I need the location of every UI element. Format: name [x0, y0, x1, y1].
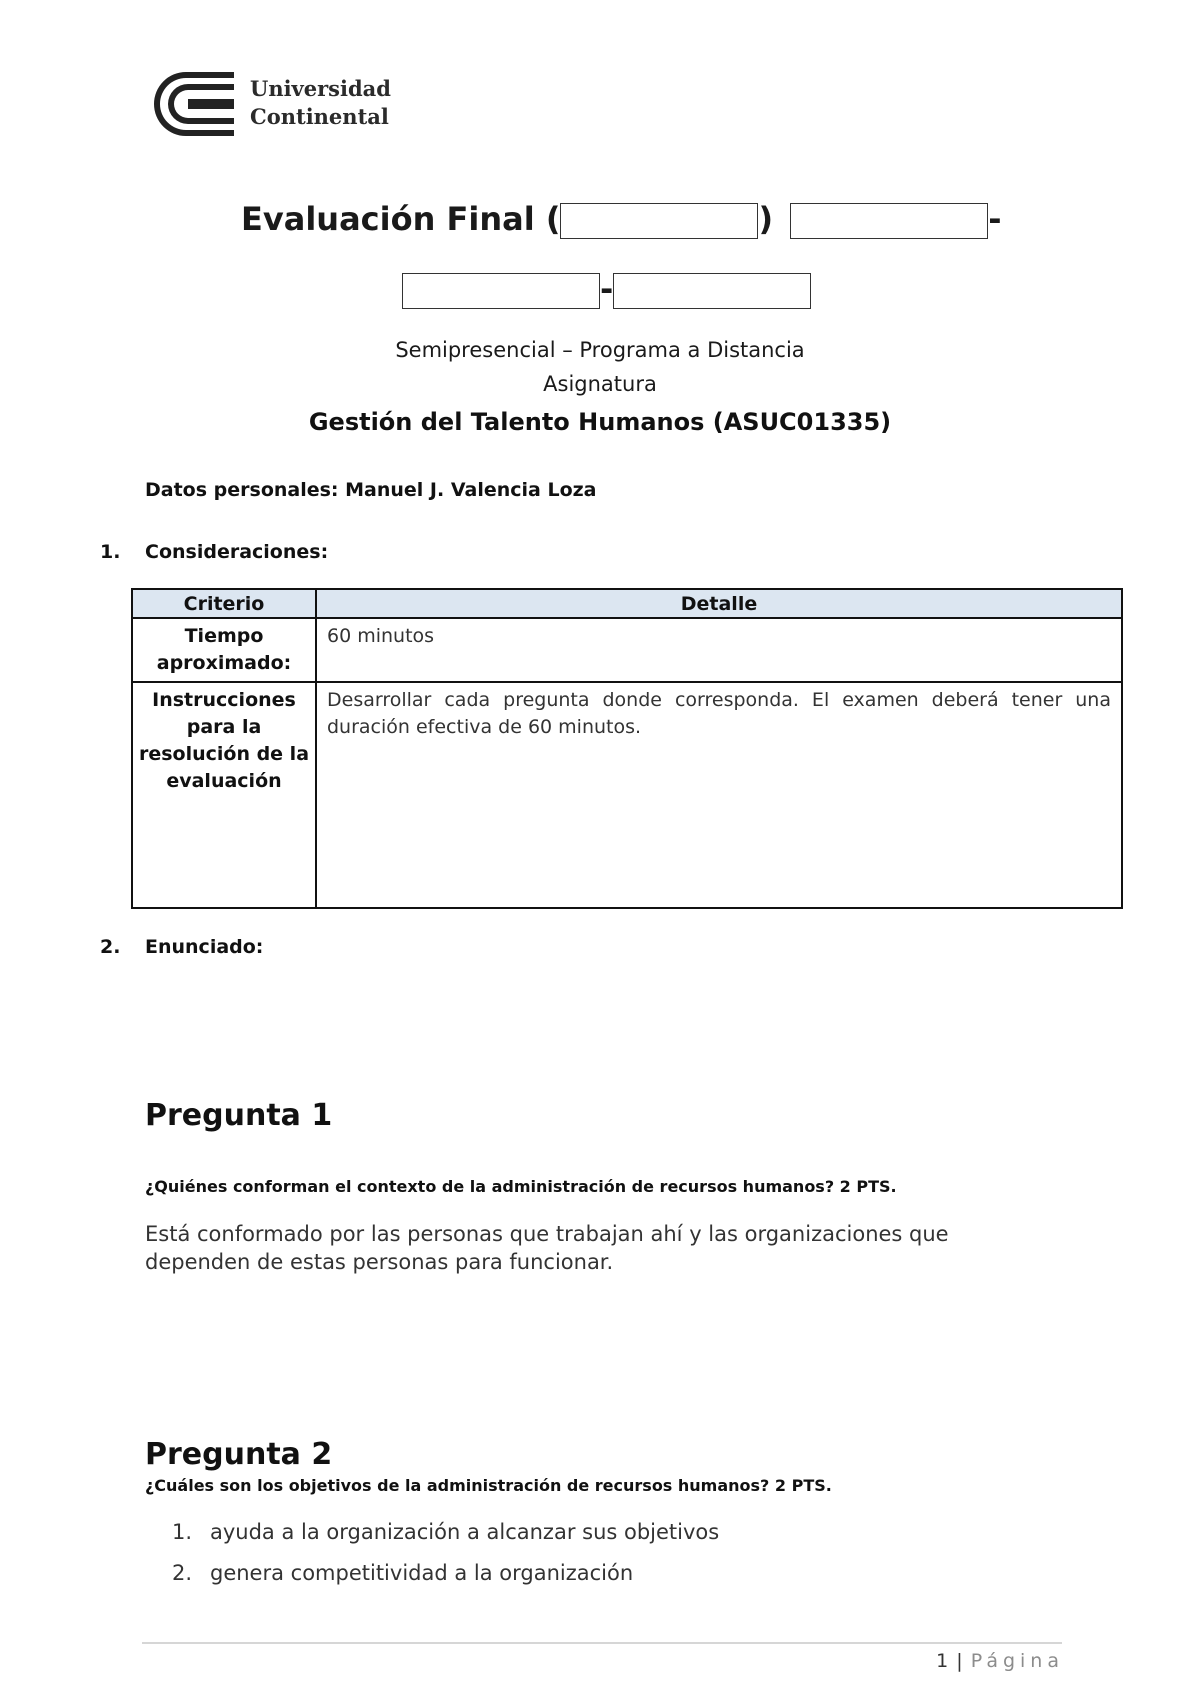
pregunta2-question: ¿Cuáles son los objetivos de la administración de recursos humanos? 2 PTS.	[145, 1476, 832, 1495]
table-header-row	[132, 589, 1122, 618]
course-title: Gestión del Talento Humanos (ASUC01335)	[308, 408, 892, 436]
table-header-detalle: Detalle	[316, 589, 1122, 618]
pregunta1-question: ¿Quiénes conforman el contexto de la administración de recursos humanos? 2 PTS.	[145, 1177, 897, 1196]
pregunta1-answer: Está conformado por las personas que trabajan ahí y las organizaciones que dependen de estas personas para funcionar.	[145, 1222, 949, 1274]
table-cell-detalle: 60 minutos	[316, 618, 1122, 682]
blank-field-1[interactable]	[560, 203, 758, 239]
footer-divider	[142, 1642, 1062, 1644]
pregunta2-heading: Pregunta 2	[145, 1437, 333, 1472]
footer-separator: |	[956, 1650, 964, 1672]
blank-field-3[interactable]	[402, 273, 600, 309]
blank-field-4[interactable]	[613, 273, 811, 309]
table-row	[132, 618, 1122, 682]
table-header-criterio: Criterio	[132, 589, 316, 618]
list-item-number: 1.	[172, 1520, 193, 1544]
blank-field-2[interactable]	[790, 203, 988, 239]
pregunta1-heading: Pregunta 1	[145, 1098, 333, 1133]
university-logo	[142, 68, 402, 140]
title-dash-1: -	[988, 200, 1002, 238]
table-row	[132, 682, 1122, 908]
subject-label: Asignatura	[543, 372, 657, 396]
title-dash-2: -	[600, 270, 614, 308]
page-label: Página	[970, 1650, 1064, 1672]
table-cell-detalle: Desarrollar cada pregunta donde corresponda. El examen deberá tener una duración efectiva de 60 minutos.	[316, 682, 1122, 908]
table-cell-criterio: Instrucciones para la resolución de la evaluación	[132, 682, 316, 908]
criteria-table	[131, 588, 1123, 909]
title-line-2	[402, 270, 811, 309]
modality-text: Semipresencial – Programa a Distancia	[395, 338, 805, 362]
logo-line2: Continental	[250, 104, 389, 129]
page-footer	[936, 1650, 1064, 1672]
title-text: Evaluación Final (	[241, 200, 561, 238]
section1-number: 1.	[100, 541, 121, 563]
section2-number: 2.	[100, 936, 121, 958]
section1-title: Consideraciones:	[145, 541, 329, 563]
personal-data: Datos personales: Manuel J. Valencia Loza	[145, 479, 597, 501]
section2-title: Enunciado:	[145, 936, 264, 958]
table-cell-criterio: Tiempo aproximado:	[132, 618, 316, 682]
list-item: ayuda a la organización a alcanzar sus objetivos	[210, 1520, 720, 1544]
list-item-number: 2.	[172, 1561, 193, 1585]
page-number: 1	[936, 1650, 950, 1672]
logo-line1: Universidad	[250, 76, 391, 101]
page-title	[241, 200, 1001, 239]
list-item: genera competitividad a la organización	[210, 1561, 634, 1585]
uc-logo-icon	[142, 68, 238, 140]
title-close-paren: )	[758, 200, 774, 238]
